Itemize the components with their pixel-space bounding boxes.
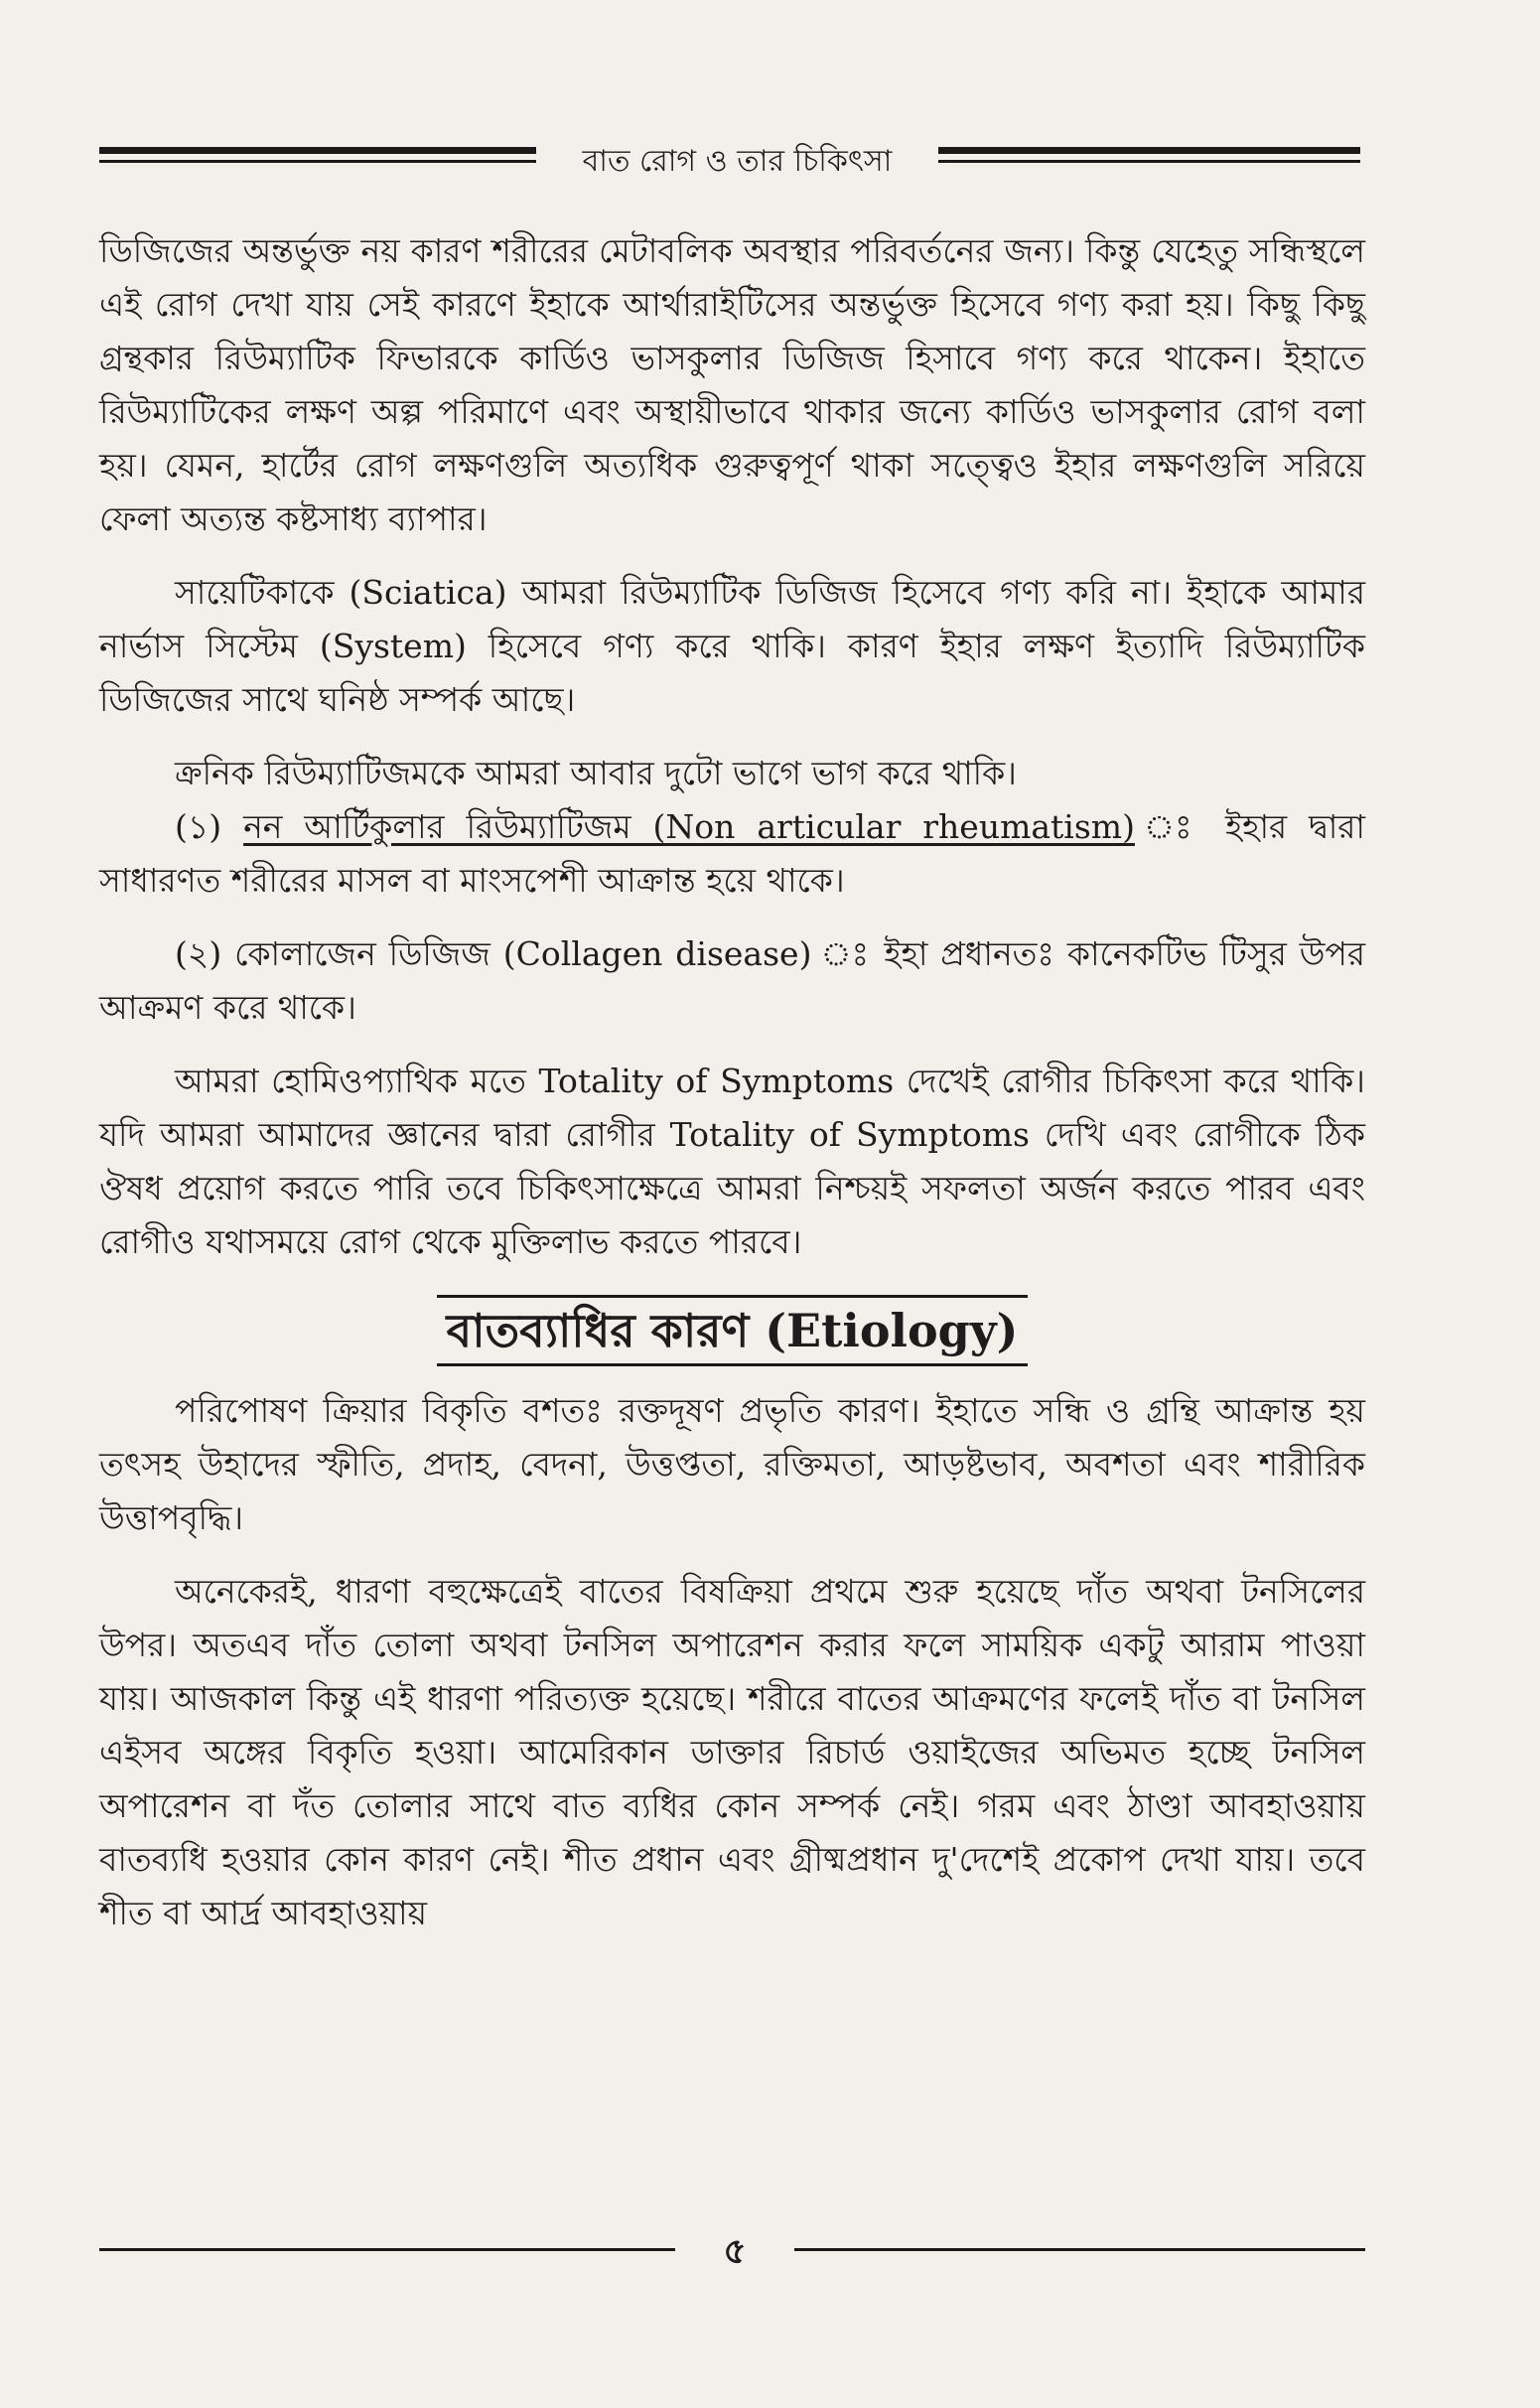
page-body	[99, 224, 1365, 1940]
section-heading-etiology: বাতব্যাধির কারণ (Etiology)	[437, 1295, 1029, 1366]
paragraph-sciatica: সায়েটিকাকে (Sciatica) আমরা রিউম্যাটিক ডিজিজ হিসেবে গণ্য করি না। ইহাকে আমার নার্ভাস সিস্টেম (System) হিসেবে গণ্য করে থাকি। কারণ ইহার লক্ষণ ইত্যাদি রিউম্যাটিক ডিজিজের সাথে ঘনিষ্ঠ সম্পর্ক আছে।	[99, 573, 1365, 719]
paragraph-tonsil-teeth: অনেকেরই, ধারণা বহুক্ষেত্রেই বাতের বিষক্রিয়া প্রথমে শুরু হয়েছে দাঁত অথবা টনসিলের উপর। অতএব দাঁত তোলা অথবা টনসিল অপারেশন করার ফলে সাময়িক একটু আরাম পাওয়া যায়। আজকাল কিন্তু এই ধারণা পরিত্যক্ত হয়েছে। শরীরে বাতের আক্রমণের ফলেই দাঁত বা টনসিল এইসব অঙ্গের বিকৃতি হওয়া। আমেরিকান ডাক্তার রিচার্ড ওয়াইজের অভিমত হচ্ছে টনসিল অপারেশন বা দঁত তোলার সাথে বাত ব্যধির কোন সম্পর্ক নেই। গরম এবং ঠাণ্ডা আবহাওয়ায় বাতব্যধি হওয়ার কোন কারণ নেই। শীত প্রধান এবং গ্রীষ্মপ্রধান দু'দেশেই প্রকোপ দেখা যায়। তবে শীত বা আর্দ্র আবহাওয়ায়	[99, 1572, 1365, 1932]
paragraph-non-articular	[99, 800, 1365, 908]
paragraph-totality: আমরা হোমিওপ্যাথিক মতে Totality of Symptoms দেখেই রোগীর চিকিৎসা করে থাকি। যদি আমরা আমাদের জ্ঞানের দ্বারা রোগীর Totality of Symptoms দেখি এবং রোগীকে ঠিক ঔষধ প্রয়োগ করতে পারি তবে চিকিৎসাক্ষেত্রে আমরা নিশ্চয়ই সফলতা অর্জন করতে পারব এবং রোগীও যথাসময়ে রোগ থেকে মুক্তিলাভ করতে পারবে।	[99, 1062, 1365, 1261]
paragraph-etiology-cause: পরিপোষণ ক্রিয়ার বিকৃতি বশতঃ রক্তদূষণ প্রভৃতি কারণ। ইহাতে সন্ধি ও গ্রন্থি আক্রান্ত হয় তৎসহ উহাদের স্ফীতি, প্রদাহ, বেদনা, উত্তপ্ততা, রক্তিমতা, আড়ষ্টভাব, অবশতা এবং শারীরিক উত্তাপবৃদ্ধি।	[99, 1391, 1365, 1537]
header-rule-left	[99, 147, 536, 167]
paragraph-chronic-rheumatism: ক্রনিক রিউম্যাটিজমকে আমরা আবার দুটো ভাগে ভাগ করে থাকি।	[175, 754, 1017, 792]
definition-text: ঃ ইহার দ্বারা সাধারণত শরীরের মাসল বা মাংসপেশী আক্রান্ত হয়ে থাকে।	[99, 807, 1365, 900]
section-heading-wrap	[99, 1295, 1365, 1366]
underlined-term: নন আর্টিকুলার রিউম্যাটিজম (Non articular rheumatism)	[243, 807, 1135, 846]
paragraph-collagen: (২) কোলাজেন ডিজিজ (Collagen disease) ঃ ইহা প্রধানতঃ কানেকটিভ টিসুর উপর আক্রমণ করে থাকে।	[99, 934, 1365, 1027]
paragraph-metabolic: ডিজিজের অন্তর্ভুক্ত নয় কারণ শরীরের মেটাবলিক অবস্থার পরিবর্তনের জন্য। কিন্তু যেহেতু সন্ধিস্থলে এই রোগ দেখা যায় সেই কারণে ইহাকে আর্থারাইটিসের অন্তর্ভুক্ত হিসেবে গণ্য করা হয়। কিছু কিছু গ্রন্থকার রিউম্যাটিক ফিভারকে কার্ডিও ভাসকুলার ডিজিজ হিসাবে গণ্য করে থাকেন। ইহাতে রিউম্যাটিকের লক্ষণ অল্প পরিমাণে এবং অস্থায়ীভাবে থাকার জন্যে কার্ডিও ভাসকুলার রোগ বলা হয়। যেমন, হার্টের রোগ লক্ষণগুলি অত্যধিক গুরুত্বপূর্ণ থাকা সত্ত্বেও ইহার লক্ষণগুলি সরিয়ে ফেলা অত্যন্ত কষ্টসাধ্য ব্যাপার।	[99, 231, 1365, 538]
footer-rule-right	[794, 2248, 1365, 2251]
running-header-title: বাত রোগ ও তার চিকিৎসা	[582, 144, 893, 179]
header-rule-right	[938, 147, 1360, 167]
page-number: ৫	[723, 2230, 747, 2272]
list-number-1: (১)	[175, 807, 244, 846]
footer-rule-left	[99, 2248, 675, 2251]
